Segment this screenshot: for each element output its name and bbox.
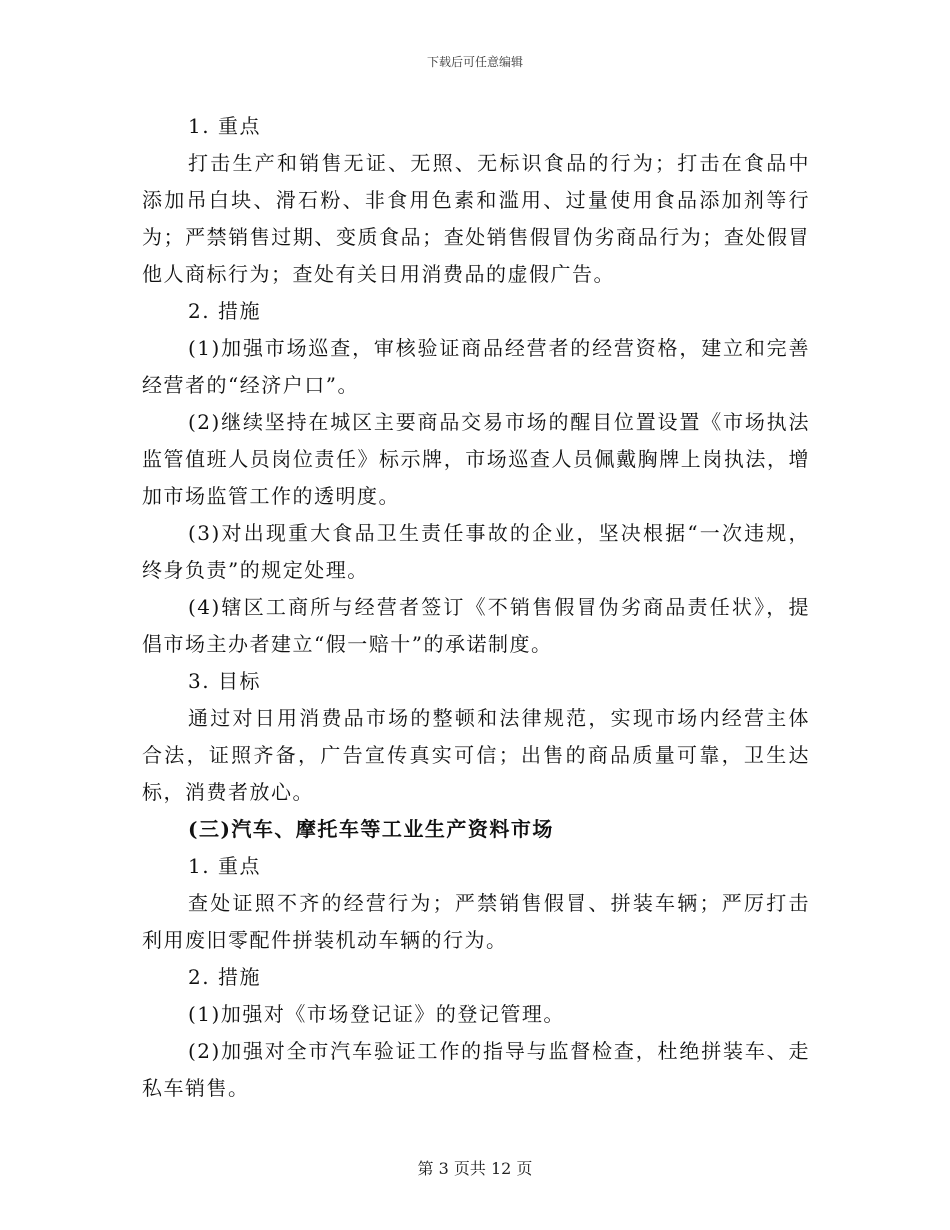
paragraph-measure-3: (3)对出现重大食品卫生责任事故的企业，坚决根据“一次违规，终身负责”的规定处理。	[142, 521, 810, 582]
paragraph-measure-2-2: (2)加强对全市汽车验证工作的指导与监督检查，杜绝拼装车、走私车销售。	[142, 1039, 810, 1100]
paragraph-measure-2: (2)继续坚持在城区主要商品交易市场的醒目位置设置《市场执法监管值班人员岗位责任》标示牌，市场巡查人员佩戴胸牌上岗执法，增加市场监管工作的透明度。	[142, 410, 810, 508]
paragraph-heading-focus: 1. 重点	[188, 114, 261, 138]
header-note: 下载后可任意编辑	[426, 55, 523, 69]
paragraph-heading-goal: 3. 目标	[188, 669, 261, 693]
section-heading-industrial-market: (三)汽车、摩托车等工业生产资料市场	[188, 817, 554, 841]
document-body	[142, 108, 810, 1107]
paragraph-heading-measures: 2. 措施	[188, 299, 261, 323]
paragraph-focus-text: 打击生产和销售无证、无照、无标识食品的行为；打击在食品中添加吊白块、滑石粉、非食用色素和滥用、过量使用食品添加剂等行为；严禁销售过期、变质食品；查处销售假冒伪劣商品行为；查处假冒他人商标行为；查处有关日用消费品的虚假广告。	[142, 151, 810, 286]
paragraph-measure-1: (1)加强市场巡查，审核验证商品经营者的经营资格，建立和完善经营者的“经济户口”。	[142, 336, 810, 397]
paragraph-heading-measures-2: 2. 措施	[188, 965, 261, 989]
paragraph-goal-text: 通过对日用消费品市场的整顿和法律规范，实现市场内经营主体合法，证照齐备，广告宣传真实可信；出售的商品质量可靠，卫生达标，消费者放心。	[142, 706, 810, 804]
paragraph-measure-4: (4)辖区工商所与经营者签订《不销售假冒伪劣商品责任状》，提倡市场主办者建立“假一赔十”的承诺制度。	[142, 595, 810, 656]
paragraph-focus-text-2: 查处证照不齐的经营行为；严禁销售假冒、拼装车辆；严厉打击利用废旧零配件拼装机动车辆的行为。	[142, 891, 810, 952]
paragraph-measure-2-1: (1)加强对《市场登记证》的登记管理。	[188, 1002, 565, 1026]
paragraph-heading-focus-2: 1. 重点	[188, 854, 261, 878]
page-number: 第 3 页共 12 页	[417, 1159, 533, 1178]
